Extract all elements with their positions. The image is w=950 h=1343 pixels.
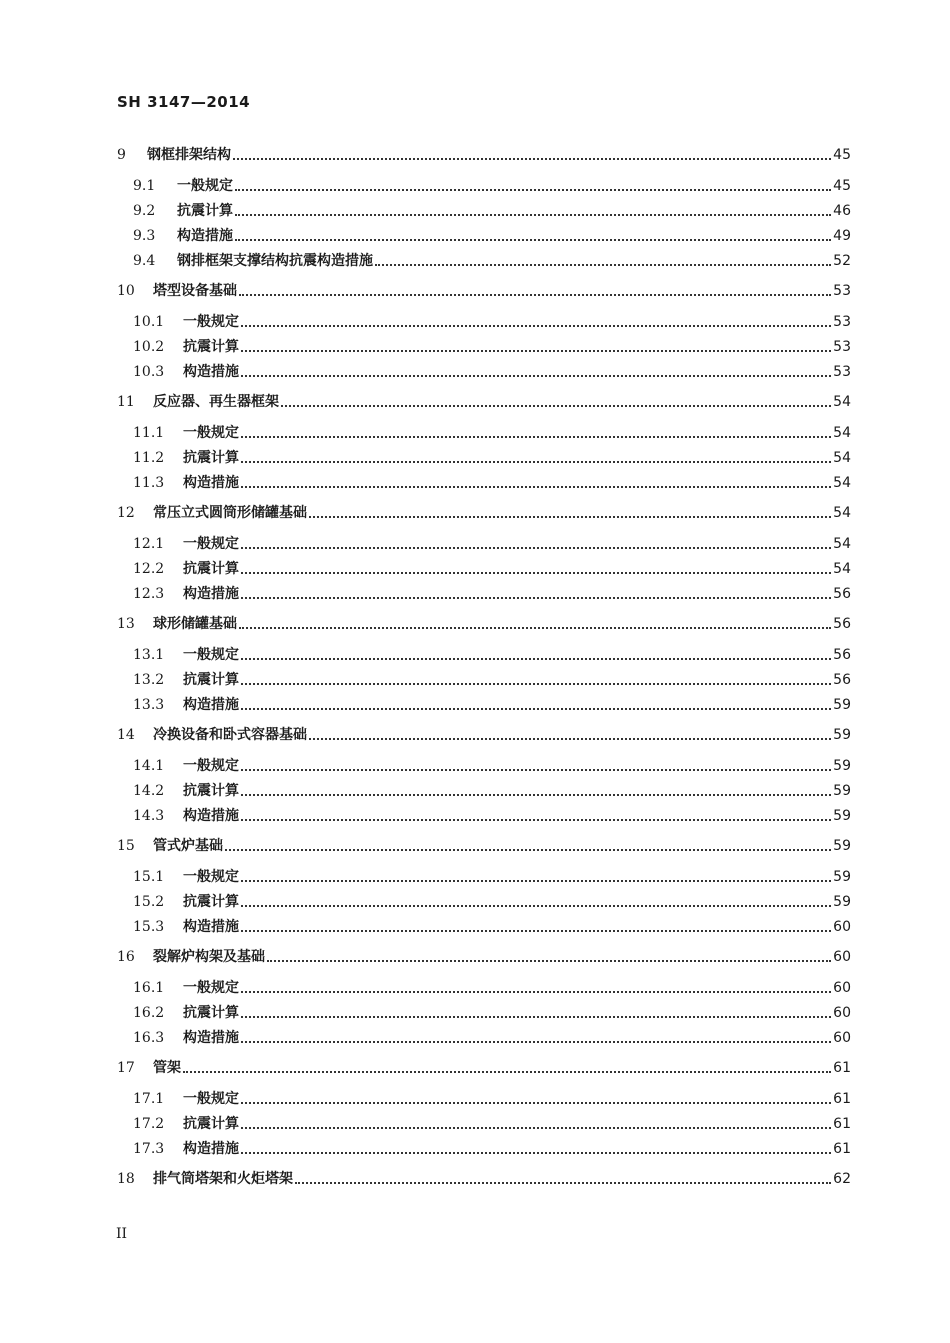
toc-section-entry[interactable] [133,556,851,578]
toc-leader-dots [309,738,831,740]
toc-entry-title: 管式炉基础 [153,838,223,854]
toc-leader-dots [183,1071,831,1073]
toc-leader-dots [241,350,831,352]
toc-leader-dots [281,405,831,407]
toc-leader-dots [241,1152,831,1154]
toc-entry-number: 17.1 [133,1091,165,1107]
toc-leader-dots [233,158,831,160]
toc-entry-title: 抗震计算 [177,203,233,219]
toc-chapter-entry[interactable] [117,611,851,633]
toc-chapter-entry[interactable] [117,500,851,522]
toc-entry-number: 12.3 [133,586,165,602]
toc-entry-title: 构造措施 [183,1141,239,1157]
toc-entry-number: 9.3 [133,228,156,244]
toc-section-entry[interactable] [133,173,851,195]
toc-section-entry[interactable] [133,470,851,492]
toc-entry-page: 61 [833,1116,851,1132]
toc-section-entry[interactable] [133,864,851,886]
toc-chapter-entry[interactable] [117,1166,851,1188]
toc-leader-dots [239,627,831,629]
toc-entry-page: 60 [833,949,851,965]
document-code: SH 3147—2014 [117,93,251,111]
toc-entry-page: 61 [833,1141,851,1157]
toc-chapter-entry[interactable] [117,142,851,164]
toc-entry-page: 54 [833,425,851,441]
toc-entry-title: 一般规定 [183,758,239,774]
toc-leader-dots [241,547,831,549]
toc-section-entry[interactable] [133,445,851,467]
toc-leader-dots [375,264,831,266]
toc-leader-dots [241,819,831,821]
toc-entry-page: 45 [833,147,851,163]
toc-leader-dots [241,325,831,327]
toc-section-entry[interactable] [133,753,851,775]
toc-entry-number: 9.2 [133,203,156,219]
toc-entry-number: 16 [117,949,135,965]
toc-leader-dots [241,930,831,932]
toc-entry-number: 11.3 [133,475,165,491]
toc-entry-title: 管架 [153,1060,181,1076]
toc-entry-title: 一般规定 [183,314,239,330]
toc-entry-title: 抗震计算 [183,1116,239,1132]
toc-entry-page: 60 [833,919,851,935]
toc-leader-dots [267,960,831,962]
toc-entry-page: 59 [833,697,851,713]
toc-leader-dots [241,572,831,574]
toc-entry-number: 11 [117,394,135,410]
toc-entry-page: 53 [833,314,851,330]
toc-leader-dots [241,375,831,377]
toc-entry-number: 10.1 [133,314,165,330]
toc-entry-title: 抗震计算 [183,450,239,466]
toc-leader-dots [225,849,831,851]
toc-section-entry[interactable] [133,975,851,997]
toc-entry-number: 12 [117,505,135,521]
toc-entry-title: 钢排框架支撑结构抗震构造措施 [177,253,373,269]
toc-entry-page: 53 [833,283,851,299]
toc-leader-dots [241,436,831,438]
toc-entry-title: 一般规定 [183,425,239,441]
toc-chapter-entry[interactable] [117,278,851,300]
toc-entry-number: 12.2 [133,561,165,577]
toc-leader-dots [241,683,831,685]
toc-leader-dots [241,708,831,710]
toc-entry-page: 56 [833,672,851,688]
toc-leader-dots [309,516,831,518]
toc-leader-dots [241,597,831,599]
toc-entry-title: 一般规定 [183,1091,239,1107]
toc-entry-title: 构造措施 [183,1030,239,1046]
toc-entry-page: 54 [833,505,851,521]
toc-entry-number: 17 [117,1060,135,1076]
toc-entry-page: 56 [833,647,851,663]
toc-entry-title: 反应器、再生器框架 [153,394,279,410]
toc-section-entry[interactable] [133,198,851,220]
toc-leader-dots [241,794,831,796]
toc-entry-title: 球形储罐基础 [153,616,237,632]
toc-entry-title: 冷换设备和卧式容器基础 [153,727,307,743]
toc-section-entry[interactable] [133,803,851,825]
toc-entry-page: 60 [833,980,851,996]
toc-entry-number: 13.2 [133,672,165,688]
toc-leader-dots [235,214,831,216]
toc-entry-page: 60 [833,1005,851,1021]
toc-section-entry[interactable] [133,334,851,356]
toc-entry-page: 54 [833,561,851,577]
toc-entry-title: 抗震计算 [183,561,239,577]
toc-chapter-entry[interactable] [117,389,851,411]
toc-leader-dots [239,294,831,296]
toc-entry-number: 17.2 [133,1116,165,1132]
toc-entry-number: 17.3 [133,1141,165,1157]
toc-section-entry[interactable] [133,1000,851,1022]
toc-leader-dots [241,486,831,488]
toc-entry-title: 构造措施 [177,228,233,244]
toc-entry-title: 一般规定 [183,980,239,996]
toc-entry-page: 59 [833,869,851,885]
toc-entry-number: 12.1 [133,536,165,552]
toc-entry-title: 抗震计算 [183,339,239,355]
toc-entry-number: 15 [117,838,135,854]
toc-entry-page: 61 [833,1060,851,1076]
toc-entry-number: 14 [117,727,135,743]
toc-section-entry[interactable] [133,531,851,553]
toc-section-entry[interactable] [133,359,851,381]
toc-entry-number: 13.1 [133,647,165,663]
toc-entry-number: 9.4 [133,253,156,269]
toc-entry-title: 构造措施 [183,919,239,935]
toc-section-entry[interactable] [133,420,851,442]
toc-section-entry[interactable] [133,692,851,714]
toc-entry-title: 一般规定 [183,869,239,885]
toc-entry-title: 一般规定 [177,178,233,194]
toc-entry-page: 61 [833,1091,851,1107]
toc-entry-page: 46 [833,203,851,219]
toc-entry-page: 45 [833,178,851,194]
toc-leader-dots [241,1041,831,1043]
toc-section-entry[interactable] [133,914,851,936]
toc-entry-number: 16.1 [133,980,165,996]
toc-entry-page: 54 [833,475,851,491]
toc-section-entry[interactable] [133,223,851,245]
toc-entry-title: 钢框排架结构 [147,147,231,163]
toc-section-entry[interactable] [133,581,851,603]
toc-leader-dots [241,1016,831,1018]
toc-entry-number: 16.3 [133,1030,165,1046]
toc-section-entry[interactable] [133,889,851,911]
toc-entry-page: 56 [833,616,851,632]
toc-entry-page: 59 [833,808,851,824]
toc-section-entry[interactable] [133,642,851,664]
toc-entry-number: 9 [117,147,126,163]
toc-leader-dots [241,1127,831,1129]
toc-entry-page: 53 [833,364,851,380]
toc-entry-title: 抗震计算 [183,783,239,799]
toc-entry-number: 11.1 [133,425,165,441]
toc-chapter-entry[interactable] [117,944,851,966]
toc-entry-number: 11.2 [133,450,165,466]
toc-entry-number: 10 [117,283,135,299]
toc-entry-title: 裂解炉构架及基础 [153,949,265,965]
toc-entry-number: 14.2 [133,783,165,799]
toc-entry-number: 16.2 [133,1005,165,1021]
toc-leader-dots [241,1102,831,1104]
toc-section-entry[interactable] [133,248,851,270]
toc-entry-page: 56 [833,586,851,602]
toc-leader-dots [241,769,831,771]
toc-section-entry[interactable] [133,667,851,689]
toc-chapter-entry[interactable] [117,1055,851,1077]
toc-entry-number: 14.3 [133,808,165,824]
toc-entry-number: 10.3 [133,364,165,380]
toc-entry-number: 15.1 [133,869,165,885]
toc-entry-page: 54 [833,536,851,552]
toc-leader-dots [235,239,831,241]
toc-section-entry[interactable] [133,778,851,800]
toc-entry-page: 54 [833,394,851,410]
toc-entry-title: 构造措施 [183,808,239,824]
toc-leader-dots [241,880,831,882]
toc-entry-page: 59 [833,838,851,854]
toc-entry-page: 59 [833,783,851,799]
toc-entry-title: 构造措施 [183,586,239,602]
toc-section-entry[interactable] [133,309,851,331]
toc-section-entry[interactable] [133,1136,851,1158]
toc-entry-page: 59 [833,894,851,910]
toc-leader-dots [241,991,831,993]
toc-entry-number: 13 [117,616,135,632]
toc-entry-number: 9.1 [133,178,156,194]
toc-leader-dots [241,461,831,463]
toc-entry-title: 构造措施 [183,697,239,713]
toc-entry-page: 52 [833,253,851,269]
toc-entry-page: 53 [833,339,851,355]
toc-entry-title: 构造措施 [183,364,239,380]
toc-section-entry[interactable] [133,1086,851,1108]
toc-entry-number: 15.3 [133,919,165,935]
toc-entry-title: 抗震计算 [183,894,239,910]
toc-chapter-entry[interactable] [117,722,851,744]
toc-entry-number: 10.2 [133,339,165,355]
page-number: II [116,1226,128,1242]
toc-entry-title: 一般规定 [183,536,239,552]
toc-section-entry[interactable] [133,1111,851,1133]
toc-leader-dots [235,189,831,191]
toc-entry-title: 常压立式圆筒形储罐基础 [153,505,307,521]
toc-entry-page: 60 [833,1030,851,1046]
toc-entry-page: 59 [833,727,851,743]
toc-entry-page: 49 [833,228,851,244]
toc-entry-title: 排气筒塔架和火炬塔架 [153,1171,293,1187]
toc-leader-dots [241,658,831,660]
toc-entry-title: 构造措施 [183,475,239,491]
toc-leader-dots [295,1182,831,1184]
toc-entry-number: 15.2 [133,894,165,910]
toc-entry-title: 塔型设备基础 [153,283,237,299]
toc-section-entry[interactable] [133,1025,851,1047]
toc-entry-title: 抗震计算 [183,1005,239,1021]
toc-chapter-entry[interactable] [117,833,851,855]
toc-entry-page: 59 [833,758,851,774]
toc-entry-title: 一般规定 [183,647,239,663]
toc-entry-number: 13.3 [133,697,165,713]
toc-entry-title: 抗震计算 [183,672,239,688]
toc-entry-page: 54 [833,450,851,466]
toc-entry-page: 62 [833,1171,851,1187]
toc-leader-dots [241,905,831,907]
toc-entry-number: 14.1 [133,758,165,774]
toc-entry-number: 18 [117,1171,135,1187]
